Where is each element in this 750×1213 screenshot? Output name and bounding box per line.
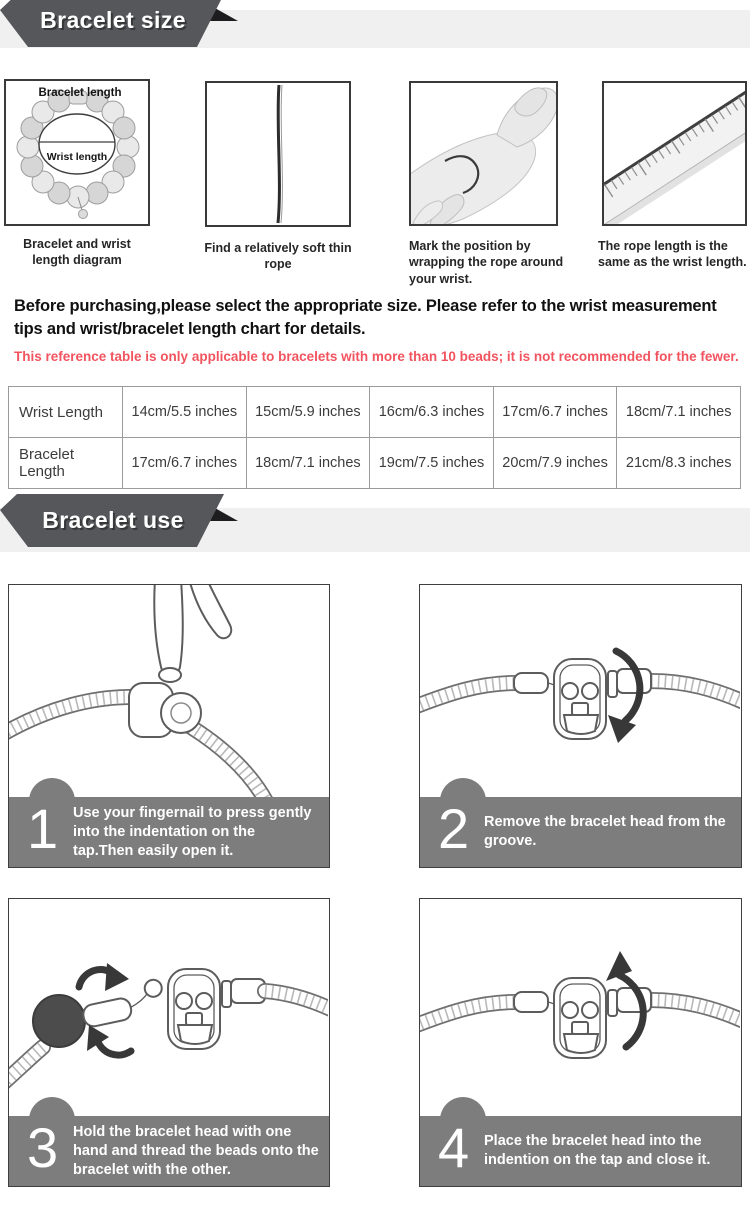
step-number-3: 3 (27, 1116, 59, 1179)
step-text-3: Hold the bracelet head with one hand and thread the beads onto the bracelet with the other. (73, 1124, 319, 1179)
wrist-length-label: Wrist length (46, 151, 108, 163)
use-step-panel-3 (8, 898, 330, 1187)
table-cell: 17cm/6.7 inches (493, 387, 617, 438)
press-clasp-illustration (9, 585, 328, 798)
table-cell: 17cm/6.7 inches (123, 438, 247, 489)
rope-box (205, 81, 351, 227)
section-title-size: Bracelet size (40, 7, 186, 33)
row-header-wrist: Wrist Length (9, 387, 123, 438)
remove-head-illustration (420, 585, 740, 798)
table-row-wrist (9, 387, 741, 438)
thread-beads-illustration (9, 899, 328, 1117)
use-step-panel-2 (419, 584, 742, 868)
use-step-panel-1 (8, 584, 330, 868)
table-cell: 18cm/7.1 inches (617, 387, 741, 438)
step-caption-bar-1 (9, 797, 329, 867)
step-caption-bar-3 (9, 1116, 329, 1186)
intro-text: Before purchasing,please select the appropriate size. Please refer to the wrist measurement tips and wrist/bracelet length chart for details. (14, 297, 717, 338)
step-caption-bar-4 (420, 1116, 741, 1186)
wrist-wrap-box (409, 81, 558, 226)
rotate-arrow-bottom-icon (87, 1025, 131, 1055)
bracelet-size-ribbon (0, 0, 245, 48)
bead (33, 995, 85, 1047)
bracelet-use-ribbon (0, 494, 245, 548)
table-cell: 15cm/5.9 inches (246, 387, 370, 438)
step-caption-2: Find a relatively soft thin rope (204, 241, 352, 272)
table-cell: 14cm/5.5 inches (123, 387, 247, 438)
step-number-2: 2 (438, 797, 470, 860)
bracelet-diagram-box (4, 79, 150, 226)
table-row-bracelet (9, 438, 741, 489)
step-caption-bar-2 (420, 797, 741, 867)
step-text-2: Remove the bracelet head from the groove. (484, 813, 726, 849)
ruler-illustration (604, 83, 745, 224)
bracelet-diagram-illustration (6, 81, 148, 224)
table-cell: 19cm/7.5 inches (370, 438, 494, 489)
section-title-use: Bracelet use (42, 507, 184, 533)
wrist-wrap-illustration (411, 83, 556, 224)
step-text-1: Use your fingernail to press gently into the indentation on the tap.Then easily open it. (73, 805, 312, 860)
table-cell: 20cm/7.9 inches (493, 438, 617, 489)
size-table (8, 386, 741, 489)
ruler-box (602, 81, 747, 226)
close-head-illustration (420, 899, 740, 1117)
rope-illustration (207, 83, 349, 225)
use-step-panel-4 (419, 898, 742, 1187)
row-header-bracelet: Bracelet Length (9, 438, 123, 489)
step-number-1: 1 (27, 797, 59, 860)
table-cell: 16cm/6.3 inches (370, 387, 494, 438)
step-caption-3: Mark the position by wrapping the rope around your wrist. (409, 239, 564, 286)
rotate-arrow-top-icon (79, 963, 129, 991)
table-cell: 21cm/8.3 inches (617, 438, 741, 489)
warning-text: This reference table is only applicable to bracelets with more than 10 beads; it is not recommended for the fewer. (14, 349, 739, 364)
step-text-4: Place the bracelet head into the indention on the tap and close it. (484, 1132, 711, 1168)
table-cell: 18cm/7.1 inches (246, 438, 370, 489)
step-caption-4: The rope length is the same as the wrist length. (598, 239, 747, 270)
step-number-4: 4 (438, 1116, 470, 1179)
bracelet-length-label: Bracelet length (38, 87, 122, 99)
bracelet-pin (79, 978, 167, 1028)
step-caption-1: Bracelet and wrist length diagram (23, 237, 131, 268)
